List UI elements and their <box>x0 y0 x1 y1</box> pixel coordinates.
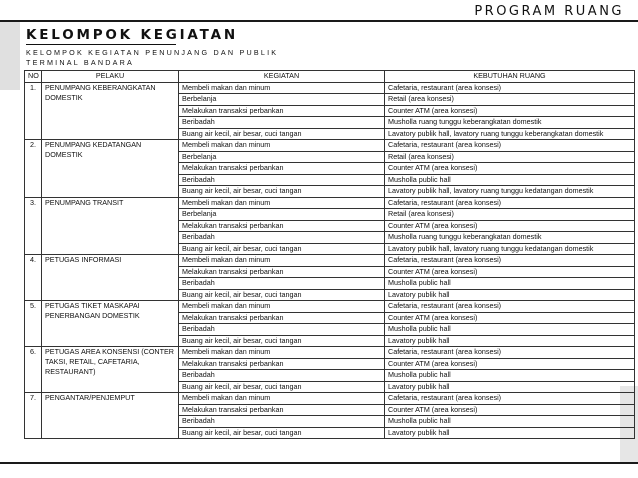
kebutuhan-ruang-cell: Musholla public hall <box>385 174 635 186</box>
header-pelaku: PELAKU <box>42 71 179 83</box>
row-number: 5. <box>25 301 42 347</box>
kebutuhan-ruang-cell: Lavatory publik hall <box>385 335 635 347</box>
kegiatan-cell: Buang air kecil, air besar, cuci tangan <box>179 128 385 140</box>
kegiatan-cell: Berbelanja <box>179 151 385 163</box>
pelaku-cell: PETUGAS INFORMASI <box>42 255 179 301</box>
header-no: NO <box>25 71 42 83</box>
table-body <box>25 82 635 439</box>
pelaku-cell: PENUMPANG TRANSIT <box>42 197 179 255</box>
page-title: KELOMPOK KEGIATAN <box>26 27 238 43</box>
kegiatan-cell: Melakukan transaksi perbankan <box>179 266 385 278</box>
kegiatan-cell: Beribadah <box>179 232 385 244</box>
kebutuhan-ruang-cell: Counter ATM (area konsesi) <box>385 312 635 324</box>
table-row <box>25 393 635 405</box>
row-number: 2. <box>25 140 42 198</box>
pelaku-cell: PENGANTAR/PENJEMPUT <box>42 393 179 439</box>
kegiatan-cell: Buang air kecil, air besar, cuci tangan <box>179 243 385 255</box>
kebutuhan-ruang-cell: Counter ATM (area konsesi) <box>385 404 635 416</box>
pelaku-cell: PENUMPANG KEDATANGAN DOMESTIK <box>42 140 179 198</box>
kebutuhan-ruang-cell: Cafetaria, restaurant (area konsesi) <box>385 347 635 359</box>
kegiatan-cell: Membeli makan dan minum <box>179 393 385 405</box>
left-accent-strip <box>0 22 20 90</box>
kebutuhan-ruang-cell: Musholla ruang tunggu keberangkatan domestik <box>385 232 635 244</box>
kebutuhan-ruang-cell: Counter ATM (area konsesi) <box>385 105 635 117</box>
row-number: 4. <box>25 255 42 301</box>
kegiatan-cell: Buang air kecil, air besar, cuci tangan <box>179 186 385 198</box>
kebutuhan-ruang-cell: Lavatory publik hall, lavatory ruang tunggu kedatangan domestik <box>385 186 635 198</box>
row-number: 3. <box>25 197 42 255</box>
kebutuhan-ruang-cell: Counter ATM (area konsesi) <box>385 358 635 370</box>
table-row <box>25 255 635 267</box>
kebutuhan-ruang-cell: Cafetaria, restaurant (area konsesi) <box>385 393 635 405</box>
kebutuhan-ruang-cell: Cafetaria, restaurant (area konsesi) <box>385 255 635 267</box>
kegiatan-cell: Buang air kecil, air besar, cuci tangan <box>179 289 385 301</box>
kebutuhan-ruang-cell: Cafetaria, restaurant (area konsesi) <box>385 82 635 94</box>
top-bar <box>0 0 638 22</box>
kebutuhan-ruang-cell: Musholla ruang tunggu keberangkatan domestik <box>385 117 635 129</box>
kebutuhan-ruang-cell: Lavatory publik hall <box>385 381 635 393</box>
kebutuhan-ruang-cell: Cafetaria, restaurant (area konsesi) <box>385 197 635 209</box>
kegiatan-cell: Membeli makan dan minum <box>179 197 385 209</box>
subtitle <box>26 48 326 68</box>
row-number: 7. <box>25 393 42 439</box>
kegiatan-cell: Membeli makan dan minum <box>179 140 385 152</box>
kegiatan-cell: Beribadah <box>179 324 385 336</box>
kegiatan-cell: Membeli makan dan minum <box>179 82 385 94</box>
kegiatan-cell: Berbelanja <box>179 209 385 221</box>
kegiatan-cell: Beribadah <box>179 370 385 382</box>
kegiatan-cell: Melakukan transaksi perbankan <box>179 220 385 232</box>
table-row <box>25 82 635 94</box>
kegiatan-cell: Membeli makan dan minum <box>179 255 385 267</box>
kebutuhan-ruang-cell: Retail (area konsesi) <box>385 209 635 221</box>
pelaku-cell: PENUMPANG KEBERANGKATAN DOMESTIK <box>42 82 179 140</box>
kegiatan-cell: Melakukan transaksi perbankan <box>179 404 385 416</box>
subtitle-line-1: KELOMPOK KEGIATAN PENUNJANG DAN PUBLIK <box>26 48 279 57</box>
kebutuhan-ruang-cell: Lavatory publik hall <box>385 427 635 439</box>
kebutuhan-ruang-cell: Musholla public hall <box>385 278 635 290</box>
pelaku-cell: PETUGAS TIKET MASKAPAI PENERBANGAN DOMESTIK <box>42 301 179 347</box>
activity-table <box>24 70 635 439</box>
kegiatan-cell: Beribadah <box>179 416 385 428</box>
header-kegiatan: KEGIATAN <box>179 71 385 83</box>
pelaku-cell: PETUGAS AREA KONSENSI (CONTER TAKSI, RETAIL, CAFETARIA, RESTAURANT) <box>42 347 179 393</box>
kegiatan-cell: Melakukan transaksi perbankan <box>179 105 385 117</box>
kegiatan-cell: Melakukan transaksi perbankan <box>179 163 385 175</box>
kebutuhan-ruang-cell: Retail (area konsesi) <box>385 151 635 163</box>
top-divider <box>0 20 638 22</box>
kegiatan-cell: Buang air kecil, air besar, cuci tangan <box>179 427 385 439</box>
row-number: 6. <box>25 347 42 393</box>
kebutuhan-ruang-cell: Cafetaria, restaurant (area konsesi) <box>385 301 635 313</box>
kebutuhan-ruang-cell: Lavatory publik hall, lavatory ruang tunggu keberangkatan domestik <box>385 128 635 140</box>
kegiatan-cell: Beribadah <box>179 278 385 290</box>
kebutuhan-ruang-cell: Musholla public hall <box>385 324 635 336</box>
table-row <box>25 197 635 209</box>
kegiatan-cell: Beribadah <box>179 174 385 186</box>
kebutuhan-ruang-cell: Cafetaria, restaurant (area konsesi) <box>385 140 635 152</box>
kegiatan-cell: Buang air kecil, air besar, cuci tangan <box>179 381 385 393</box>
kebutuhan-ruang-cell: Retail (area konsesi) <box>385 94 635 106</box>
table-row <box>25 140 635 152</box>
kebutuhan-ruang-cell: Lavatory publik hall, lavatory ruang tunggu kedatangan domestik <box>385 243 635 255</box>
kegiatan-cell: Melakukan transaksi perbankan <box>179 312 385 324</box>
kebutuhan-ruang-cell: Musholla public hall <box>385 416 635 428</box>
kegiatan-cell: Melakukan transaksi perbankan <box>179 358 385 370</box>
kegiatan-cell: Membeli makan dan minum <box>179 301 385 313</box>
bottom-divider <box>0 462 638 464</box>
title-underline <box>26 44 176 45</box>
table-header-row <box>25 71 635 83</box>
kebutuhan-ruang-cell: Counter ATM (area konsesi) <box>385 266 635 278</box>
kegiatan-cell: Beribadah <box>179 117 385 129</box>
table-row <box>25 301 635 313</box>
row-number: 1. <box>25 82 42 140</box>
header-kebutuhan-ruang: KEBUTUHAN RUANG <box>385 71 635 83</box>
kebutuhan-ruang-cell: Lavatory publik hall <box>385 289 635 301</box>
kebutuhan-ruang-cell: Counter ATM (area konsesi) <box>385 220 635 232</box>
program-title: PROGRAM RUANG <box>474 4 624 19</box>
kebutuhan-ruang-cell: Counter ATM (area konsesi) <box>385 163 635 175</box>
kegiatan-cell: Berbelanja <box>179 94 385 106</box>
kebutuhan-ruang-cell: Musholla public hall <box>385 370 635 382</box>
table-row <box>25 347 635 359</box>
subtitle-line-2: TERMINAL BANDARA <box>26 58 135 67</box>
kegiatan-cell: Membeli makan dan minum <box>179 347 385 359</box>
kegiatan-cell: Buang air kecil, air besar, cuci tangan <box>179 335 385 347</box>
